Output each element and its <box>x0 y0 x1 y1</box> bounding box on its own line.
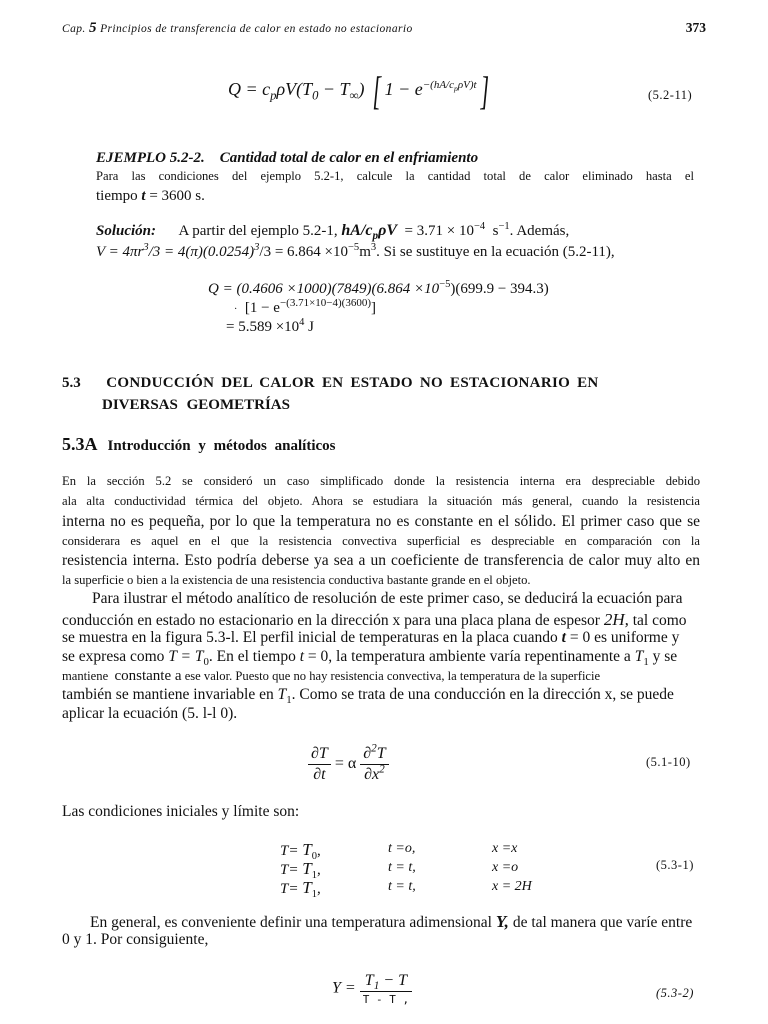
sup: 2 <box>379 763 385 776</box>
fraction <box>308 745 331 784</box>
sup: 2 <box>371 742 377 755</box>
solution-line-2 <box>96 244 615 261</box>
text: . Como se trata de una conducción en la dirección x, se puede <box>291 686 674 703</box>
condition-x: x =o <box>492 860 519 875</box>
var-T: T <box>634 648 644 665</box>
sup: −5 <box>439 279 451 290</box>
text: tiempo <box>96 188 138 204</box>
sup: 3 <box>143 242 149 253</box>
text: = 3.71 × 10 <box>404 223 474 239</box>
paragraph-line: aplicar la ecuación (5. l-l 0). <box>62 705 238 722</box>
paragraph-line: interna no es pequeña, por lo que la temperatura no es constante en el sólido. El primer caso que se <box>62 513 700 530</box>
text: s <box>492 223 499 239</box>
paragraph-line: En la sección 5.2 se consideró un caso simplificado donde la resistencia interna era despreciable debido <box>62 474 700 488</box>
condition-row <box>280 859 321 879</box>
numerator: ∂T <box>308 745 331 765</box>
conditions-intro: Las condiciones iniciales y límite son: <box>62 803 300 820</box>
calc: )(699.9 − 394.3) <box>450 281 549 297</box>
text: . Si se sustituye en la ecuación <box>376 244 559 260</box>
eq-sub: ∞ <box>349 88 359 103</box>
calc: ] <box>370 300 376 316</box>
condition-x: x = 2H <box>492 879 532 894</box>
eq-text: = α <box>334 755 357 773</box>
var-Y: Y, <box>495 912 509 931</box>
solution-label: Solución: <box>96 223 157 239</box>
text: . Además, <box>509 223 570 239</box>
var-t: t <box>141 188 146 204</box>
example-text-line: Para las condiciones del ejemplo 5.2-1, calcule la cantidad total de calor eliminado hasta el <box>96 169 694 183</box>
sub: 1 <box>311 870 317 881</box>
sup: −(3.71×10−4)(3600) <box>279 297 371 309</box>
text: . En el tiempo <box>208 648 296 665</box>
text: tal como <box>632 612 687 629</box>
cond-T: T <box>302 840 312 859</box>
condition-t: t = t, <box>388 860 416 875</box>
equation-5-2-11 <box>228 68 492 113</box>
eq-text: Y = <box>332 979 356 997</box>
sub: 1 <box>643 656 649 669</box>
sup: −1 <box>498 221 510 232</box>
condition-row <box>280 840 321 860</box>
example-title: Cantidad total de calor en el enfriamiento <box>219 150 479 166</box>
calc-line-2 <box>234 297 376 317</box>
sub: 1 <box>286 694 292 707</box>
cond-T: T <box>302 878 312 897</box>
eq-exp: ρV)t <box>457 79 477 92</box>
text: (5.2-11), <box>562 244 615 260</box>
sup: 3 <box>370 242 377 253</box>
left-bracket: [ <box>372 68 382 113</box>
numerator: T <box>376 745 386 762</box>
paragraph-line: resistencia interna. Esto podría deberse ya sea a un coeficiente de transferencia de calor muy alto en <box>62 552 700 569</box>
sup: 3 <box>254 242 260 253</box>
paragraph-line <box>62 610 687 630</box>
var-2h: 2H, <box>603 610 629 629</box>
paragraph-line <box>90 912 692 932</box>
cond-T: T= <box>280 862 303 878</box>
eq-text: ρV(T <box>276 79 313 100</box>
sup: −5 <box>348 242 360 253</box>
calc: J <box>308 319 315 335</box>
var-t: t <box>561 629 566 646</box>
eq-exp: −(hA/c <box>422 79 454 92</box>
sub: 0 <box>203 656 209 669</box>
sub: 1 <box>311 889 317 900</box>
paragraph-line: la superficie o bien a la existencia de una resistencia conductiva bastante grande en el objeto. <box>62 573 531 587</box>
paragraph-line <box>62 648 678 669</box>
text: = 0, la temperatura ambiente varía repentinamente a <box>307 648 631 665</box>
subsection-title: Introducción y métodos analíticos <box>107 438 336 454</box>
expr: ρV <box>378 222 398 239</box>
equation-5-1-10 <box>308 742 389 784</box>
denominator: ∂x <box>364 766 380 783</box>
text: En general, es conveniente definir una temperatura adimensional <box>90 914 492 931</box>
condition-row <box>280 878 321 898</box>
expr: /3 = 4(π)(0.0254) <box>148 244 255 260</box>
var-t: t <box>299 648 305 665</box>
section-heading <box>62 375 599 392</box>
calc-line-1 <box>208 281 549 298</box>
text: conducción en estado no estacionario en la dirección x para una placa plana de espesor <box>62 612 600 629</box>
eq-exp-sub: p <box>454 84 458 94</box>
var-T: T = T <box>168 648 204 665</box>
sub: p <box>372 230 379 243</box>
comma: , <box>316 881 321 897</box>
fraction <box>360 972 412 1006</box>
paragraph-line: 0 y 1. Por consiguiente, <box>62 931 209 948</box>
text: y se <box>652 648 678 665</box>
fraction <box>360 742 388 784</box>
cond-T: T= <box>280 881 303 897</box>
eq-sub: 0 <box>312 88 319 103</box>
text: mantiene <box>62 669 109 683</box>
eq-text: Q = c <box>228 79 271 100</box>
equation-number: (5.3-2) <box>656 986 694 1000</box>
text: m <box>359 244 371 260</box>
equation-5-3-2 <box>332 972 412 1006</box>
chapter-number: 5 <box>88 20 97 36</box>
sup: −4 <box>473 221 486 232</box>
eq-text: ) <box>358 79 365 100</box>
text: = 3600 s. <box>149 188 205 204</box>
text: constante a <box>114 668 182 684</box>
numerator: ∂ <box>363 745 372 762</box>
equation-number: (5.2-11) <box>648 88 693 102</box>
text: también se mantiene invariable en <box>62 686 274 703</box>
equation-number: (5.3-1) <box>656 858 694 872</box>
condition-x: x =x <box>492 841 518 856</box>
condition-t: t =o, <box>388 841 416 856</box>
condition-t: t = t, <box>388 879 416 894</box>
paragraph-line <box>62 686 674 707</box>
numerator: − T <box>379 972 407 989</box>
sup: 4 <box>299 317 305 328</box>
example-label: EJEMPLO 5.2-2. <box>96 150 205 166</box>
cond-T: T= <box>280 843 303 859</box>
numerator: T <box>364 972 374 989</box>
right-bracket: ] <box>480 68 489 113</box>
comma: , <box>316 862 321 878</box>
text: = 0 es uniforme y <box>569 629 680 646</box>
subsection-heading <box>62 434 335 455</box>
var-T: T <box>277 686 287 703</box>
section-title-line1: CONDUCCIÓN DEL CALOR EN ESTADO NO ESTACIONARIO EN <box>106 375 599 391</box>
paragraph-line: considerara es aquel en el que la resistencia convectiva superficial es despreciable en comparación con la <box>62 534 700 548</box>
paragraph-line <box>62 629 679 647</box>
running-header <box>62 20 413 37</box>
sub: 0 <box>311 851 317 862</box>
subsection-number: 5.3A <box>62 434 98 454</box>
equation-number: (5.1-10) <box>646 755 691 769</box>
calc: Q = (0.4606 ×1000)(7849)(6.864 ×10 <box>208 281 440 297</box>
paragraph-line: ala alta conductividad térmica del objeto. Ahora se estudiara la situación más general, cuando la resistencia <box>62 494 700 508</box>
example-heading <box>96 150 478 167</box>
sub: 1 <box>373 980 380 993</box>
paragraph-line: Para ilustrar el método analítico de resolución de este primer caso, se deducirá la ecuación para <box>92 590 683 607</box>
denominator: ∂t <box>313 766 326 783</box>
calc: [1 − e <box>244 300 280 316</box>
solution-line-1 <box>96 221 694 243</box>
section-title-line2: DIVERSAS GEOMETRÍAS <box>102 397 290 413</box>
chapter-prefix: Cap. <box>62 23 86 35</box>
eq-sub: p <box>270 88 277 103</box>
expr: V = 4πr <box>96 244 144 260</box>
text: ese valor. Puesto que no hay resistencia convectiva, la temperatura de la superficie <box>184 669 601 683</box>
dot: · <box>234 304 238 315</box>
calc: = 5.589 ×10 <box>226 319 300 335</box>
eq-text: − T <box>318 79 350 100</box>
chapter-title: Principios de transferencia de calor en estado no estacionario <box>100 23 413 35</box>
section-number: 5.3 <box>62 375 81 391</box>
comma: , <box>316 843 321 859</box>
expr: hA/c <box>341 222 373 239</box>
text: de tal manera que varíe entre <box>512 914 693 931</box>
page-number: 373 <box>685 20 706 35</box>
denominator: T - T , <box>362 993 410 1006</box>
calc-line-3 <box>226 319 314 336</box>
text: A partir del ejemplo 5.2-1, <box>178 223 338 239</box>
text: /3 = 6.864 ×10 <box>259 244 349 260</box>
paragraph-line <box>62 668 600 685</box>
example-text-line <box>96 188 205 205</box>
text: se muestra en la figura 5.3-l. El perfil inicial de temperaturas en la placa cuando <box>62 629 558 646</box>
cond-T: T <box>302 859 312 878</box>
eq-text: 1 − e <box>384 79 423 100</box>
text: se expresa como <box>62 648 165 665</box>
